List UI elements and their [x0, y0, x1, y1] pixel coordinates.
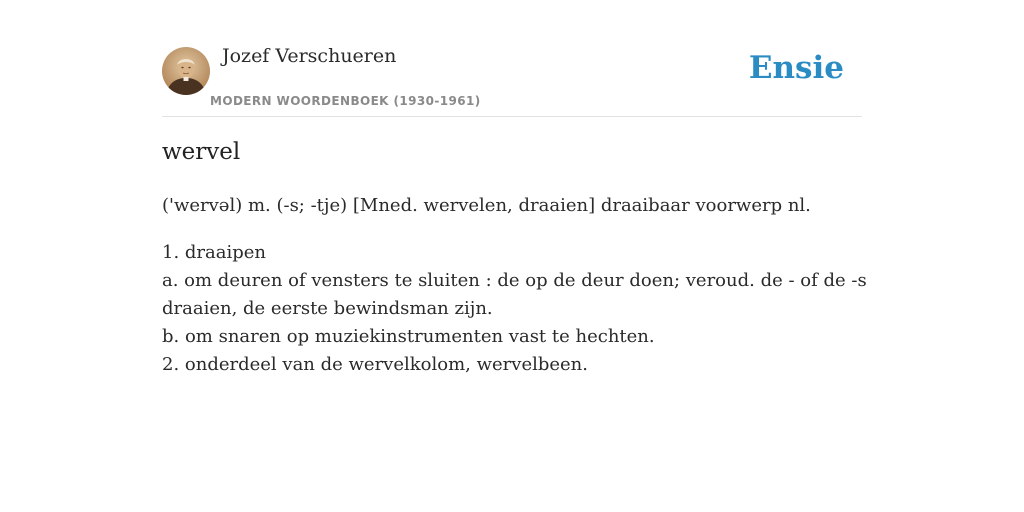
- definition-line: b. om snaren op muziekinstrumenten vast te hechten.: [162, 326, 655, 347]
- definition-line: 1. draaipen: [162, 242, 267, 263]
- ensie-logo[interactable]: Ensie: [748, 50, 844, 86]
- entry-definitions: [162, 239, 867, 379]
- entry-title: wervel: [162, 139, 241, 165]
- definition-line: a. om deuren of vensters te sluiten : de op de deur doen; veroud. de - of de -s: [162, 270, 867, 291]
- definition-line: 2. onderdeel van de wervelkolom, wervelbeen.: [162, 354, 588, 375]
- header: [162, 40, 862, 117]
- author-avatar: [162, 47, 210, 95]
- author-portrait-icon: [162, 47, 210, 95]
- dictionary-source[interactable]: MODERN WOORDENBOEK (1930-1961): [210, 94, 481, 108]
- author-name[interactable]: Jozef Verschueren: [222, 45, 397, 67]
- definition-line: draaien, de eerste bewindsman zijn.: [162, 298, 493, 319]
- entry-etymology: ('wervəl) m. (-s; -tje) [Mned. wervelen, draaien] draaibaar voorwerp nl.: [162, 195, 811, 216]
